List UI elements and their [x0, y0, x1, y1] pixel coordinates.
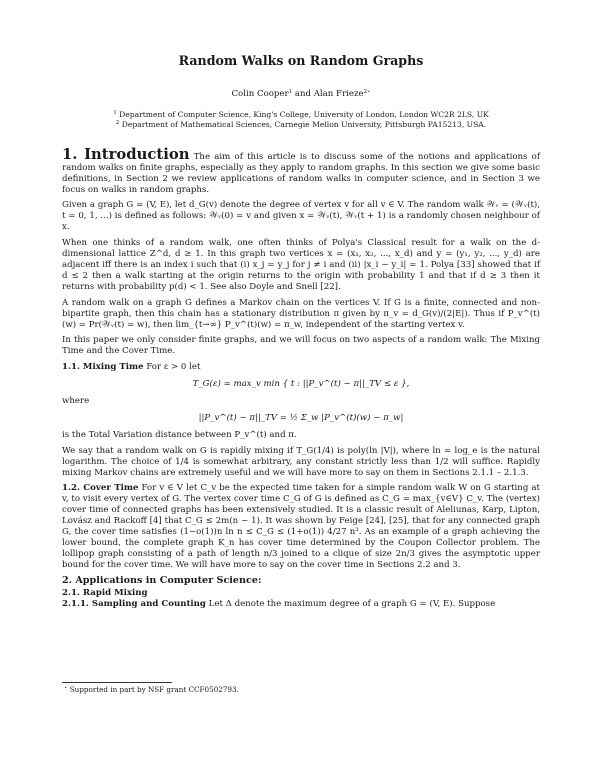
- affiliations: [62, 110, 540, 130]
- sampling-counting-paragraph: [62, 599, 540, 610]
- introduction-heading: 1. Introduction: [62, 145, 190, 163]
- tv-distance-text: is the Total Variation distance between P_v^(t) and π.: [62, 429, 297, 440]
- intro-paragraph-2: Given a graph G = (V, E), let d_G(v) denote the degree of vertex v for all v ∈ V. The random walk 𝒲ᵥ = (𝒲ᵥ(t), t = 0, 1, ...) is defined as follows: 𝒲ᵥ(0) = v and given x = 𝒲ᵥ(t), 𝒲ᵥ(t + 1) is a randomly chosen neighbour of x.: [62, 200, 540, 233]
- intro-p1-text: The aim of this article is to discuss some of the notions and applications of random walks on finite graphs, especially as they apply to random graphs. In this section we give some basic definitions, in Section 2 we review applications of random walks in computer science, and in Section 3 we focus on walks in random graphs.: [62, 151, 541, 195]
- paper-title: Random Walks on Random Graphs: [178, 53, 424, 68]
- affiliation-1-text: Department of Computer Science, King's College, University of London, London WC2R 2LS, UK: [119, 109, 489, 119]
- footnote: [64, 685, 239, 694]
- footnote-text: Supported in part by NSF grant CCF0502793.: [69, 685, 239, 694]
- affiliation-1: [62, 110, 540, 120]
- author-cooper: Colin Cooper: [231, 88, 289, 99]
- sampling-counting-text: Let Δ denote the maximum degree of a graph G = (V, E). Suppose: [208, 598, 496, 609]
- paper-page: [62, 52, 540, 614]
- author-and-frieze: and Alan Frieze: [292, 88, 364, 99]
- author-frieze-mark: 2⋆: [363, 88, 371, 95]
- affiliation-2-num: 2: [115, 119, 120, 126]
- author-line: [62, 89, 540, 100]
- footnote-mark: ⋆: [64, 685, 68, 691]
- affiliation-1-num: 1: [113, 109, 117, 116]
- intro-paragraph-5: In this paper we only consider finite graphs, and we will focus on two aspects of a random walk: The Mixing Time and the Cover Time.: [62, 335, 540, 357]
- mixing-lead: For ε > 0 let: [146, 362, 201, 373]
- intro-paragraph-3: When one thinks of a random walk, one often thinks of Polya's Classical result for a walk on the d-dimensional lattice Z^d, d ≥ 1. In this graph two vertices x = (x₁, x₂, ..., x_d) and y = (y₁, y₂, ..., y_d) are adjacent iff there is an index i such that (i) x_j = y_j for j ≠ i and (ii) |x_i − y_i| = 1. Polya [33] showed that if d ≤ 2 then a walk starting at the origin returns to the origin with probability 1 and that if d ≥ 3 then it returns with probability p(d) < 1. See also Doyle and Snell [22].: [62, 238, 540, 292]
- intro-paragraph-1: [62, 145, 541, 196]
- affiliation-2-text: Department of Mathematical Sciences, Carnegie Mellon University, Pittsburgh PA15213, USA.: [121, 119, 487, 129]
- cover-time-heading: 1.2. Cover Time: [62, 483, 139, 494]
- rapid-mixing-paragraph: We say that a random walk on G is rapidly mixing if T_G(1/4) is poly(ln |V|), where ln = log_e is the natural logarithm. The choice of 1/4 is somewhat arbitrary, any constant strictly less than 1/2 will suffice. Rapidly mixing Markov chains are extremely useful and we will have more to say on them in Sections 2.1.1 – 2.1.3.: [62, 445, 540, 478]
- mixing-time-heading: 1.1. Mixing Time: [62, 362, 144, 373]
- footnote-divider: [62, 682, 172, 683]
- affiliation-2: [62, 120, 540, 130]
- where-text: where: [62, 396, 90, 407]
- intro-paragraph-4: A random walk on a graph G defines a Markov chain on the vertices V. If G is a finite, connected and non-bipartite graph, then this chain has a stationary distribution π given by π_v = d_G(v)/(2|E|). Thus if P_v^(t)(w) = Pr(𝒲ᵥ(t) = w), then lim_{t→∞} P_v^(t)(w) = π_w, independent of the starting vertex v.: [62, 297, 540, 330]
- mixing-time-paragraph: [62, 362, 540, 373]
- cover-time-text: For v ∈ V let C_v be the expected time taken for a simple random walk W on G starting at v, to visit every vertex of G. The vertex cover time C_G of G is defined as C_G = max_{v∈V} C_v. The (vertex) cover time of connected graphs has been extensively studied. It is a classic result of Aleliunas, Karp, Lipton, Lovász and Rackoff [4] that C_G ≤ 2m(n − 1). It was shown by Feige [24], [25], that for any connected graph G, the cover time satisfies (1−o(1))n ln n ≤ C_G ≤ (1+o(1)) 4/27 n³. As an example of a graph achieving the lower bound, the complete graph K_n has cover time determined by the Coupon Collector problem. The lollipop graph consisting of a path of length n/3 joined to a clique of size 2n/3 gives the asymptotic upper bound for the cover time. We will have more to say on the cover time in Sections 2.2 and 3.: [62, 483, 540, 570]
- sampling-counting-heading: 2.1.1. Sampling and Counting: [62, 598, 206, 609]
- author-cooper-mark: 1: [288, 88, 293, 95]
- cover-time-paragraph: [62, 483, 540, 570]
- equation-mixing-time: T_G(ε) = max_v min { t : ||P_v^(t) − π||_TV ≤ ε },: [192, 379, 410, 390]
- applications-heading: 2. Applications in Computer Science:: [62, 574, 262, 586]
- rapid-mixing-subheading: 2.1. Rapid Mixing: [62, 587, 148, 598]
- equation-total-variation: ||P_v^(t) − π||_TV = ½ Σ_w |P_v^(t)(w) − π_w|: [198, 412, 404, 423]
